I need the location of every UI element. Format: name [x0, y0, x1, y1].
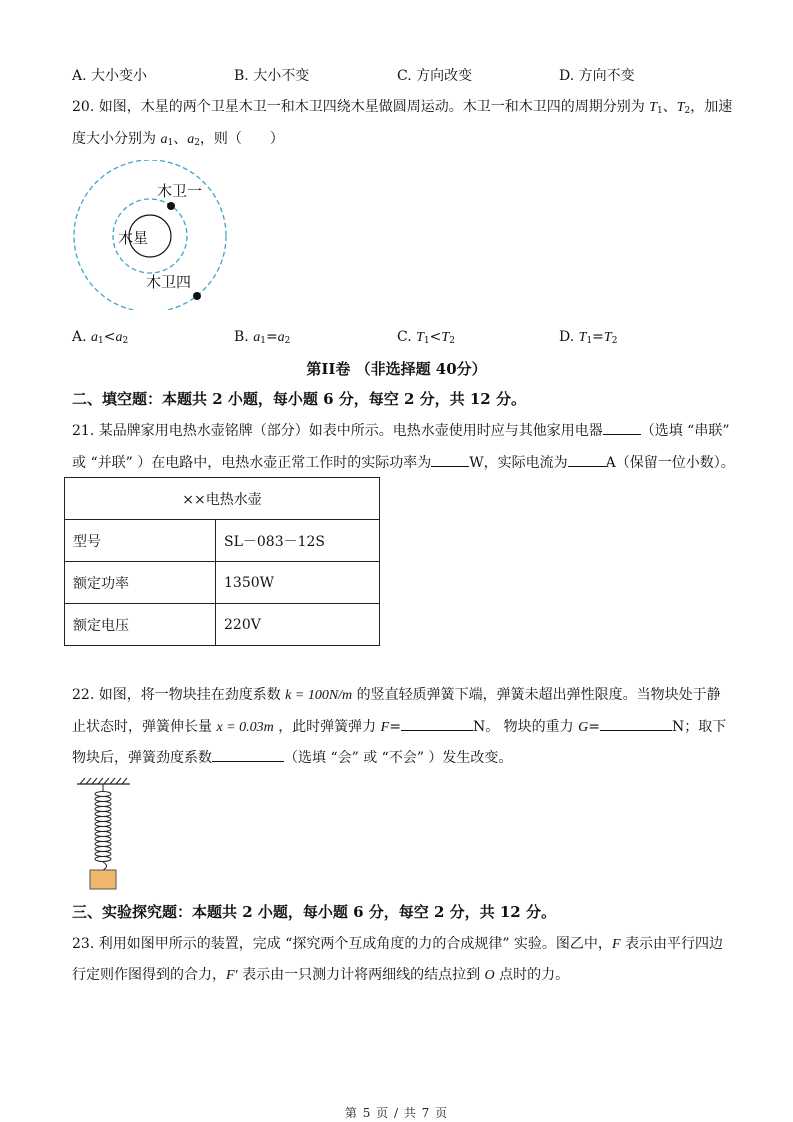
callisto-label: 木卫四 [146, 273, 192, 291]
q20-stem-line2: 度大小分别为 $a_1$、$a_2$，则（ ） [72, 131, 284, 148]
table-title: ××电热水壶 [65, 478, 380, 520]
q20-option-d: D. $T_1=T_2$ [559, 329, 618, 346]
q22-stem-line2: 止状态时，弹簧伸长量 x = 0.03m ，此时弹簧弹力 F= N。 物块的重力 G= N；取下 [72, 716, 726, 738]
page-footer: 第 5 页 / 共 7 页 [344, 1106, 449, 1120]
section2-heading: 二、填空题：本题共 2 小题，每小题 6 分，每空 2 分，共 12 分。 [72, 390, 526, 408]
kettle-nameplate-table [64, 477, 380, 646]
jupiter-label: 木星 [117, 229, 149, 247]
q20-option-a: A. $a_1<a_2$ [72, 329, 129, 346]
q21-blank-2[interactable] [431, 452, 469, 467]
q21-stem-line2: 或 “并联” ）在电路中，电热水壶正常工作时的实际功率为 W，实际电流为 A（保留一位小数）。 [72, 452, 735, 473]
table-row: 额定电压 220V [65, 604, 380, 646]
table-row: 型号 SL－083－12S [65, 520, 380, 562]
section3-heading: 三、实验探究题：本题共 2 小题，每小题 6 分，每空 2 分，共 12 分。 [72, 903, 556, 921]
q19-option-a: A. 大小变小 [72, 68, 148, 84]
io-label: 木卫一 [157, 182, 203, 200]
block [90, 870, 116, 889]
spring-coil [95, 784, 111, 870]
q22-blank-2[interactable] [600, 716, 672, 731]
q22-stem-line3: 物块后，弹簧劲度系数 （选填 “会” 或 “不会” ）发生改变。 [72, 747, 512, 768]
q22-blank-1[interactable] [401, 716, 473, 731]
q19-option-c: C. 方向改变 [397, 68, 473, 84]
q21-blank-3[interactable] [568, 452, 606, 467]
q20-stem-line1: 20. 如图，木星的两个卫星木卫一和木卫四绕木星做圆周运动。木卫一和木卫四的周期分别为 $T_1$、$T_2$，加速 [72, 99, 733, 116]
io-dot [167, 202, 175, 210]
q23-stem-line2: 行定则作图得到的合力，F′ 表示由一只测力计将两细线的结点拉到 O 点时的力。 [72, 967, 570, 983]
q19-option-b: B. 大小不变 [234, 68, 310, 84]
q22-blank-3[interactable] [212, 747, 284, 762]
q20-option-b: B. $a_1=a_2$ [234, 329, 291, 346]
q20-option-c: C. $T_1<T_2$ [397, 329, 455, 346]
q19-option-d: D. 方向不变 [559, 68, 635, 84]
q21-blank-1[interactable] [603, 420, 641, 435]
spring-block-diagram [60, 770, 180, 900]
table-row: 额定功率 1350W [65, 562, 380, 604]
part2-title: 第II卷 （非选择题 40分） [306, 360, 487, 378]
q23-stem-line1: 23. 利用如图甲所示的装置，完成 “探究两个互成角度的力的合成规律” 实验。图乙中，F 表示由平行四边 [72, 936, 723, 952]
q22-stem-line1: 22. 如图，将一物块挂在劲度系数 k = 100N/m 的竖直轻质弹簧下端，弹簧未超出弹性限度。当物块处于静 [72, 687, 721, 703]
q21-stem-line1: 21. 某品牌家用电热水壶铭牌（部分）如表中所示。电热水壶使用时应与其他家用电器 （选填 “串联” [72, 420, 729, 441]
callisto-dot [193, 292, 201, 300]
